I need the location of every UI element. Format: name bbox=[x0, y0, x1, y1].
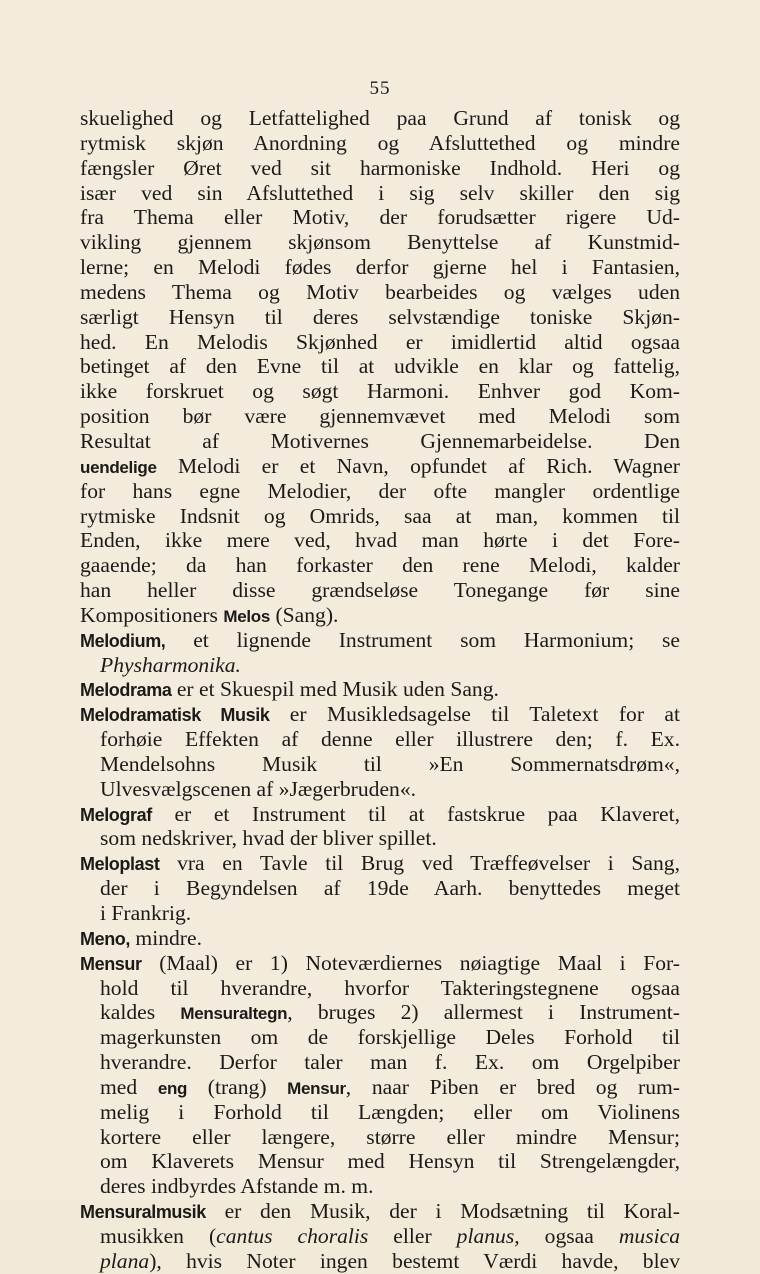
entry-headword: Meloplast bbox=[80, 854, 160, 875]
text-line: som nedskriver, hvad der bliver spillet. bbox=[100, 826, 437, 851]
text-line: hverandre. Derfor taler man f. Ex. om Orgelpiber bbox=[100, 1050, 680, 1075]
text-line: med eng (trang) Mensur, naar Piben er bred og rum- bbox=[100, 1074, 680, 1099]
emphasized-term: Melos bbox=[223, 606, 271, 626]
emphasized-term: uendelige bbox=[80, 457, 157, 477]
text-line: fængsler Øret ved sit harmoniske Indhold. Heri og bbox=[80, 155, 680, 180]
entry-headword-line: Melodium, et lignende Instrument som Harmonium; se bbox=[80, 627, 680, 652]
dictionary-text bbox=[80, 106, 680, 1274]
page-number: 55 bbox=[369, 78, 391, 99]
text-line: Mendelsohns Musik til »En Sommernatsdrøm«, bbox=[100, 751, 680, 776]
text-line: Ulvesvælgscenen af »Jægerbruden«. bbox=[100, 776, 417, 801]
text-line: forhøie Effekten af denne eller illustrere den; f. Ex. bbox=[100, 727, 680, 752]
text-line: der i Begyndelsen af 19de Aarh. benyttedes meget bbox=[100, 876, 680, 901]
text-line: hed. En Melodis Skjønhed er imidlertid altid ogsaa bbox=[80, 329, 680, 354]
text-line: i Frankrig. bbox=[100, 901, 192, 925]
text-line: han heller disse grændseløse Tonegange før sine bbox=[80, 578, 680, 603]
text-line: Enden, ikke mere ved, hvad man hørte i det Fore- bbox=[80, 528, 680, 553]
text-line: særligt Hensyn til deres selvstændige toniske Skjøn- bbox=[80, 304, 680, 329]
text-line: melig i Forhold til Længden; eller om Violinens bbox=[100, 1099, 680, 1124]
text-line: for hans egne Melodier, der ofte mangler ordentlige bbox=[80, 478, 680, 503]
text-line: medens Thema og Motiv bearbeides og vælges uden bbox=[80, 279, 680, 304]
entry-headword: Meno, bbox=[80, 928, 130, 949]
text-line: musikken (cantus choralis eller planus, ogsaa musica bbox=[100, 1223, 680, 1248]
text-line: kortere eller længere, større eller mindre Mensur; bbox=[100, 1124, 680, 1149]
text-line: rytmisk skjøn Anordning og Afsluttethed og mindre bbox=[80, 130, 680, 155]
text-line: ikke forskruet og søgt Harmoni. Enhver god Kom- bbox=[80, 379, 680, 404]
entry-headword-line: Mensuralmusik er den Musik, der i Modsætning til Koral- bbox=[80, 1199, 680, 1224]
entry-headword-line: Melodramatisk Musik er Musikledsagelse til Taletext for at bbox=[80, 702, 680, 727]
text-line: uendelige Melodi er et Navn, opfundet af Rich. Wagner bbox=[80, 453, 680, 478]
text-line: skuelighed og Letfattelighed paa Grund af tonisk og bbox=[80, 106, 680, 130]
entry-headword-line: Melodrama er et Skuespil med Musik uden Sang. bbox=[80, 677, 499, 702]
entry-headword: Mensur bbox=[80, 953, 142, 974]
entry-headword: Mensuralmusik bbox=[80, 1202, 206, 1223]
emphasized-term: Mensuraltegn bbox=[180, 1004, 288, 1024]
text-line: kaldes Mensuraltegn, bruges 2) allermest i Instrument- bbox=[100, 1000, 680, 1025]
text-line: position bør være gjennemvævet med Melodi som bbox=[80, 404, 680, 429]
text-line: deres indbyrdes Afstande m. m. bbox=[100, 1174, 374, 1199]
emphasized-term: Mensur bbox=[287, 1078, 346, 1098]
text-line: især ved sin Afsluttethed i sig selv skiller den sig bbox=[80, 180, 680, 205]
text-line: fra Thema eller Motiv, der forudsætter rigere Ud- bbox=[80, 205, 680, 230]
entry-headword: Melodrama bbox=[80, 680, 172, 701]
entry-headword-line: Melograf er et Instrument til at fastskrue paa Klaveret, bbox=[80, 801, 680, 826]
text-line: Resultat af Motivernes Gjennemarbeidelse. Den bbox=[80, 428, 680, 453]
text-line: gaaende; da han forkaster den rene Melodi, kalder bbox=[80, 553, 680, 578]
entry-headword: Melodramatisk Musik bbox=[80, 705, 270, 726]
text-line: rytmiske Indsnit og Omrids, saa at man, kommen til bbox=[80, 503, 680, 528]
entry-headword: Melograf bbox=[80, 804, 152, 825]
emphasized-term: eng bbox=[157, 1078, 188, 1098]
entry-headword-line: Meloplast vra en Tavle til Brug ved Træffeøvelser i Sang, bbox=[80, 851, 680, 876]
text-line: betinget af den Evne til at udvikle en klar og fattelig, bbox=[80, 354, 680, 379]
text-line: om Klaverets Mensur med Hensyn til Strengelængder, bbox=[100, 1149, 680, 1174]
text-line: hold til hverandre, hvorfor Takteringstegnene ogsaa bbox=[100, 975, 680, 1000]
entry-headword: Melodium, bbox=[80, 630, 166, 651]
text-line: plana), hvis Noter ingen bestemt Værdi havde, blev bbox=[100, 1248, 680, 1273]
entry-headword-line: Mensur (Maal) er 1) Noteværdiernes nøiagtige Maal i For- bbox=[80, 950, 680, 975]
text-line: Kompositioners Melos (Sang). bbox=[80, 602, 339, 627]
text-line: magerkunsten om de forskjellige Deles Forhold til bbox=[100, 1025, 680, 1050]
entry-headword-line: Meno, mindre. bbox=[80, 925, 202, 950]
text-line: Physharmonika. bbox=[100, 652, 241, 677]
text-line: lerne; en Melodi fødes derfor gjerne hel i Fantasien, bbox=[80, 255, 680, 280]
text-line: vikling gjennem skjønsom Benyttelse af Kunstmid- bbox=[80, 230, 680, 255]
